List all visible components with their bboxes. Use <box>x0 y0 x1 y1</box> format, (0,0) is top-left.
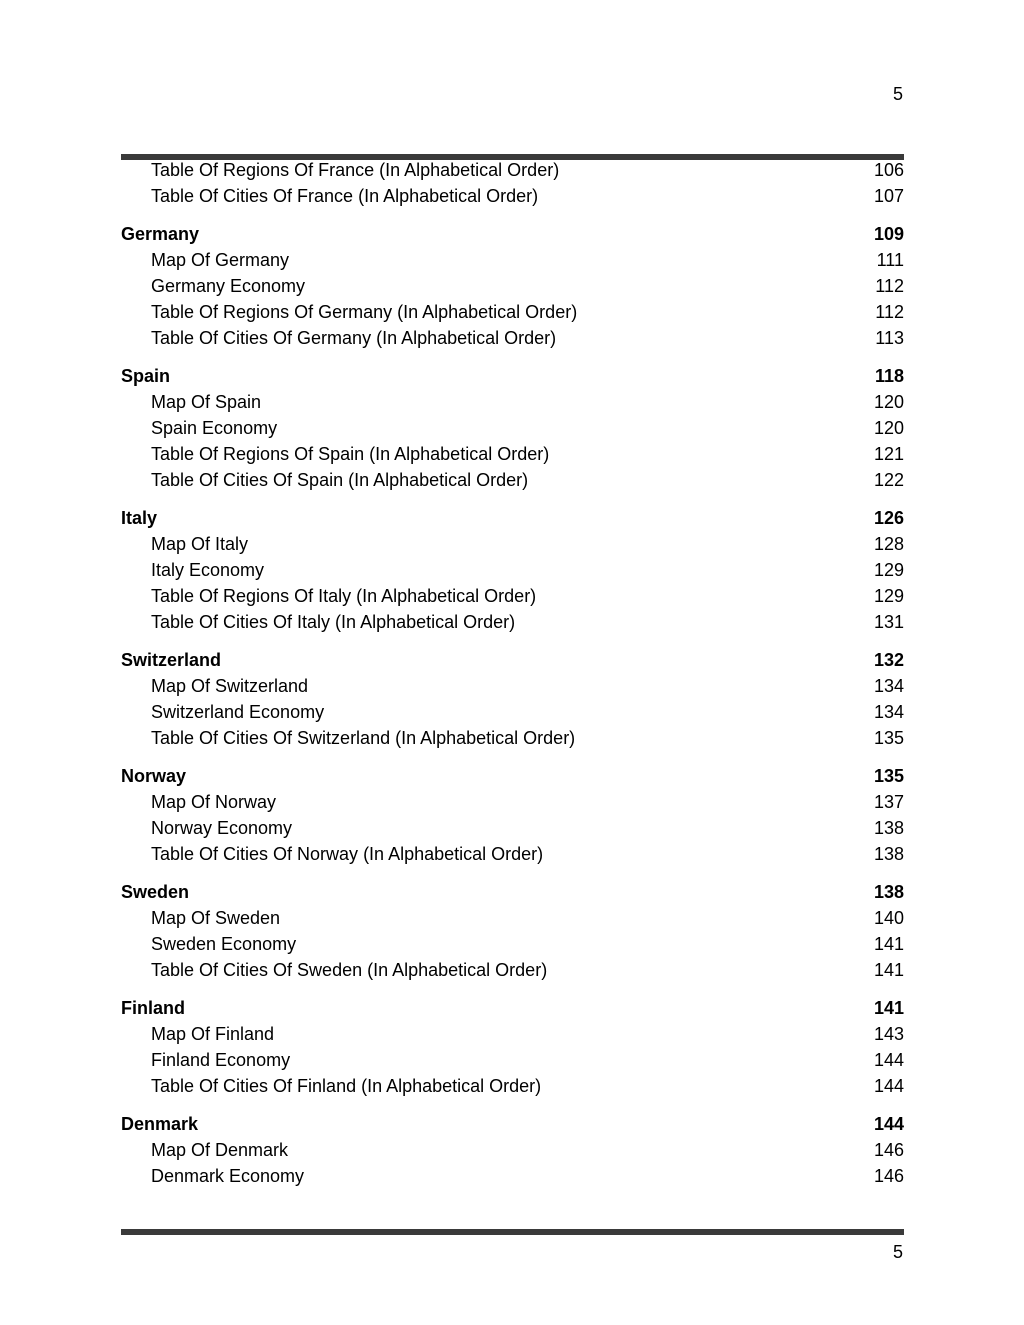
toc-section <box>121 647 904 751</box>
toc-entry-label: Table Of Regions Of Germany (In Alphabetical Order) <box>151 302 578 322</box>
toc-entry-page: 129 <box>873 560 904 580</box>
toc-entry[interactable] <box>121 441 904 467</box>
toc-entry-page: 121 <box>873 444 904 464</box>
toc-entry-label: Germany Economy <box>151 276 306 296</box>
toc-entry-label: Finland Economy <box>151 1050 291 1070</box>
toc-section-page: 109 <box>873 224 904 244</box>
toc-entry-page: 111 <box>876 250 904 270</box>
table-of-contents <box>121 157 904 1189</box>
toc-entry-page: 138 <box>873 818 904 838</box>
toc-section-page: 132 <box>873 650 904 670</box>
toc-section <box>121 157 904 209</box>
toc-section-heading[interactable] <box>121 363 904 389</box>
toc-entry-label: Norway Economy <box>151 818 293 838</box>
toc-entry[interactable] <box>121 557 904 583</box>
toc-entry-page: 120 <box>873 418 904 438</box>
toc-entry-label: Map Of Italy <box>151 534 249 554</box>
toc-entry-page: 137 <box>873 792 904 812</box>
toc-entry[interactable] <box>121 673 904 699</box>
toc-section <box>121 363 904 493</box>
toc-entry-label: Map Of Sweden <box>151 908 281 928</box>
toc-entry[interactable] <box>121 183 904 209</box>
toc-entry-page: 112 <box>875 276 904 296</box>
toc-entry[interactable] <box>121 957 904 983</box>
toc-entry-label: Map Of Denmark <box>151 1140 289 1160</box>
toc-entry-label: Map Of Switzerland <box>151 676 309 696</box>
toc-entry-page: 106 <box>873 160 904 180</box>
toc-entry-page: 141 <box>873 934 904 954</box>
toc-entry-label: Denmark Economy <box>151 1166 305 1186</box>
toc-entry-label: Map Of Spain <box>151 392 262 412</box>
toc-entry-page: 140 <box>873 908 904 928</box>
toc-section <box>121 221 904 351</box>
header-page-number: 5 <box>892 84 903 104</box>
toc-entry-page: 144 <box>873 1076 904 1096</box>
toc-entry[interactable] <box>121 531 904 557</box>
toc-entry[interactable] <box>121 699 904 725</box>
toc-entry[interactable] <box>121 583 904 609</box>
toc-entry-page: 135 <box>873 728 904 748</box>
toc-section-title: Switzerland <box>121 650 222 670</box>
bottom-rule <box>121 1229 904 1235</box>
toc-section <box>121 505 904 635</box>
toc-section-title: Sweden <box>121 882 190 902</box>
toc-entry[interactable] <box>121 415 904 441</box>
toc-entry-label: Table Of Regions Of France (In Alphabetical Order) <box>151 160 560 180</box>
toc-section-heading[interactable] <box>121 505 904 531</box>
toc-section-heading[interactable] <box>121 763 904 789</box>
toc-entry-page: 143 <box>873 1024 904 1044</box>
toc-entry[interactable] <box>121 1073 904 1099</box>
toc-entry[interactable] <box>121 789 904 815</box>
toc-entry-label: Sweden Economy <box>151 934 297 954</box>
toc-entry-label: Table Of Cities Of Spain (In Alphabetical Order) <box>151 470 529 490</box>
toc-section <box>121 879 904 983</box>
toc-entry[interactable] <box>121 247 904 273</box>
toc-entry-label: Table Of Cities Of France (In Alphabetical Order) <box>151 186 539 206</box>
toc-entry-page: 146 <box>873 1140 904 1160</box>
toc-section-page: 135 <box>873 766 904 786</box>
toc-entry[interactable] <box>121 1137 904 1163</box>
toc-entry[interactable] <box>121 157 904 183</box>
toc-entry-page: 144 <box>873 1050 904 1070</box>
toc-entry-page: 131 <box>873 612 904 632</box>
toc-entry-page: 112 <box>875 302 904 322</box>
toc-section <box>121 763 904 867</box>
toc-section <box>121 1111 904 1189</box>
toc-entry-label: Italy Economy <box>151 560 265 580</box>
toc-entry-label: Table Of Cities Of Switzerland (In Alphabetical Order) <box>151 728 576 748</box>
toc-entry[interactable] <box>121 273 904 299</box>
toc-entry-label: Table Of Regions Of Spain (In Alphabetical Order) <box>151 444 550 464</box>
toc-section-heading[interactable] <box>121 995 904 1021</box>
toc-section-heading[interactable] <box>121 647 904 673</box>
toc-entry[interactable] <box>121 905 904 931</box>
toc-entry-label: Table Of Cities Of Sweden (In Alphabetical Order) <box>151 960 548 980</box>
toc-section-page: 118 <box>874 366 904 386</box>
toc-section-title: Germany <box>121 224 200 244</box>
toc-section-title: Denmark <box>121 1114 199 1134</box>
toc-entry-page: 129 <box>873 586 904 606</box>
toc-entry[interactable] <box>121 1163 904 1189</box>
toc-entry[interactable] <box>121 815 904 841</box>
toc-entry-label: Map Of Finland <box>151 1024 275 1044</box>
toc-entry-page: 134 <box>873 702 904 722</box>
toc-section-page: 144 <box>873 1114 904 1134</box>
toc-section-heading[interactable] <box>121 879 904 905</box>
toc-section-page: 141 <box>873 998 904 1018</box>
toc-entry-page: 138 <box>873 844 904 864</box>
toc-entry-label: Table Of Cities Of Italy (In Alphabetical Order) <box>151 612 516 632</box>
toc-section-heading[interactable] <box>121 1111 904 1137</box>
toc-section-heading[interactable] <box>121 221 904 247</box>
toc-entry[interactable] <box>121 325 904 351</box>
toc-entry-label: Table Of Cities Of Finland (In Alphabetical Order) <box>151 1076 542 1096</box>
toc-entry[interactable] <box>121 299 904 325</box>
toc-entry-label: Map Of Norway <box>151 792 277 812</box>
footer-page-number: 5 <box>892 1242 903 1262</box>
toc-entry[interactable] <box>121 1021 904 1047</box>
toc-entry-page: 107 <box>873 186 904 206</box>
toc-section-title: Norway <box>121 766 187 786</box>
toc-section-page: 126 <box>873 508 904 528</box>
toc-entry[interactable] <box>121 1047 904 1073</box>
toc-entry-page: 120 <box>873 392 904 412</box>
toc-entry-page: 146 <box>873 1166 904 1186</box>
toc-entry-page: 141 <box>873 960 904 980</box>
toc-section-title: Italy <box>121 508 158 528</box>
toc-entry[interactable] <box>121 389 904 415</box>
toc-entry-page: 128 <box>873 534 904 554</box>
toc-entry-page: 122 <box>873 470 904 490</box>
toc-entry[interactable] <box>121 931 904 957</box>
toc-entry-label: Table Of Regions Of Italy (In Alphabetical Order) <box>151 586 537 606</box>
toc-entry-page: 113 <box>875 328 904 348</box>
toc-entry-label: Switzerland Economy <box>151 702 325 722</box>
toc-entry-label: Spain Economy <box>151 418 278 438</box>
toc-entry-page: 134 <box>873 676 904 696</box>
toc-section-title: Finland <box>121 998 185 1018</box>
toc-entry[interactable] <box>121 467 904 493</box>
toc-entry-label: Table Of Cities Of Germany (In Alphabetical Order) <box>151 328 557 348</box>
toc-entry[interactable] <box>121 841 904 867</box>
toc-entry-label: Map Of Germany <box>151 250 290 270</box>
toc-section <box>121 995 904 1099</box>
toc-entry[interactable] <box>121 609 904 635</box>
toc-section-page: 138 <box>873 882 904 902</box>
toc-entry-label: Table Of Cities Of Norway (In Alphabetical Order) <box>151 844 544 864</box>
toc-entry[interactable] <box>121 725 904 751</box>
toc-section-title: Spain <box>121 366 171 386</box>
